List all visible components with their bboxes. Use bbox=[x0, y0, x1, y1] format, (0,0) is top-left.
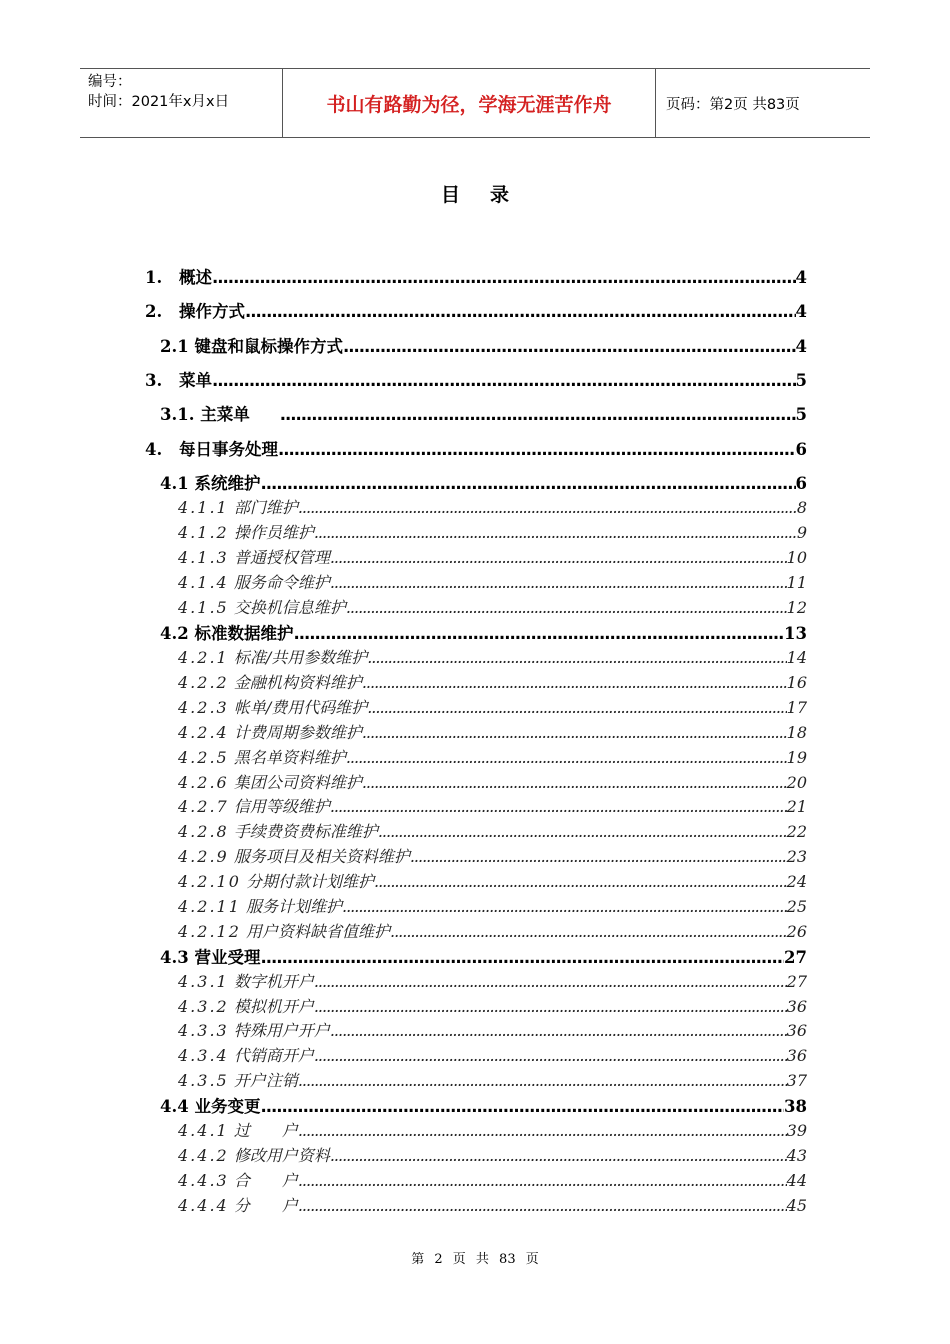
toc-leader-dots bbox=[367, 648, 786, 667]
toc-leader-dots bbox=[278, 440, 796, 459]
page-header bbox=[80, 68, 870, 138]
toc-page-number: 23 bbox=[786, 847, 807, 866]
toc-leader-dots bbox=[390, 922, 787, 941]
toc-page-number: 27 bbox=[784, 948, 807, 967]
toc-entry[interactable] bbox=[160, 1093, 807, 1117]
toc-entry-label bbox=[178, 919, 390, 942]
toc-entry[interactable] bbox=[160, 401, 807, 425]
toc-entry-label bbox=[160, 1093, 260, 1117]
toc-entry-label bbox=[178, 1018, 330, 1041]
toc-entry-text: 手续费资费标准维护 bbox=[233, 822, 378, 841]
toc-page-number: 20 bbox=[786, 773, 807, 792]
toc-entry-number: 4.2.8 bbox=[178, 822, 229, 841]
toc-page-number: 10 bbox=[786, 548, 807, 567]
toc-leader-dots bbox=[410, 847, 787, 866]
toc-entry[interactable] bbox=[160, 333, 807, 357]
toc-page-number: 18 bbox=[786, 723, 807, 742]
toc-entry[interactable] bbox=[178, 969, 807, 992]
toc-entry-label bbox=[178, 570, 330, 593]
toc-entry-number: 4.2.9 bbox=[178, 847, 229, 866]
toc-page-number: 11 bbox=[786, 573, 807, 592]
toc-entry-text: 合 户 bbox=[233, 1171, 298, 1190]
toc-entry-number: 3.1. bbox=[160, 405, 195, 424]
toc-entry[interactable] bbox=[178, 1168, 807, 1191]
toc-leader-dots bbox=[314, 523, 797, 542]
toc-entry[interactable] bbox=[178, 495, 807, 518]
toc-page-number: 37 bbox=[786, 1071, 807, 1090]
toc-entry-label bbox=[145, 264, 212, 288]
toc-page-number: 4 bbox=[795, 268, 807, 287]
toc-leader-dots bbox=[378, 822, 787, 841]
page-title: 目录 bbox=[440, 184, 539, 206]
toc-entry-number: 4.3.3 bbox=[178, 1021, 229, 1040]
toc-entry-text: 操作员维护 bbox=[233, 523, 314, 542]
toc-page-number: 6 bbox=[795, 474, 807, 493]
toc-leader-dots bbox=[298, 498, 797, 517]
toc-entry-number: 4.4.3 bbox=[178, 1171, 229, 1190]
toc-entry-text: 系统维护 bbox=[194, 474, 261, 493]
toc-entry-text: 代销商开户 bbox=[233, 1046, 314, 1065]
toc-page-number: 36 bbox=[786, 1021, 807, 1040]
toc-entry-text: 开户注销 bbox=[233, 1071, 298, 1090]
toc-leader-dots bbox=[330, 1146, 787, 1165]
toc-entry[interactable] bbox=[178, 894, 807, 917]
toc-entry-text: 菜单 bbox=[179, 371, 212, 390]
toc-entry-number: 4.2.12 bbox=[178, 922, 241, 941]
toc-leader-dots bbox=[260, 1097, 784, 1116]
toc-leader-dots bbox=[362, 673, 787, 692]
toc-entry-number: 4.2 bbox=[160, 624, 189, 643]
toc-entry[interactable] bbox=[178, 770, 807, 793]
toc-entry-number: 4.3.4 bbox=[178, 1046, 229, 1065]
toc-entry-label bbox=[178, 1168, 298, 1191]
toc-entry-number: 4.4.2 bbox=[178, 1146, 229, 1165]
toc-entry-text: 交换机信息维护 bbox=[233, 598, 346, 617]
toc-entry-text: 模拟机开户 bbox=[233, 997, 314, 1016]
toc-page-number: 36 bbox=[786, 1046, 807, 1065]
toc-entry-text: 黑名单资料维护 bbox=[233, 748, 346, 767]
toc-entry[interactable] bbox=[178, 1143, 807, 1166]
toc-entry-number: 4.2.6 bbox=[178, 773, 229, 792]
toc-entry-number: 4.3.2 bbox=[178, 997, 229, 1016]
toc-page-number: 17 bbox=[786, 698, 807, 717]
toc-entry-label bbox=[178, 545, 330, 568]
toc-entry-number: 4.4.1 bbox=[178, 1121, 229, 1140]
toc-entry-text: 服务计划维护 bbox=[245, 897, 342, 916]
toc-entry-text: 过 户 bbox=[233, 1121, 298, 1140]
toc-entry-text: 每日事务处理 bbox=[179, 440, 278, 459]
toc-entry-label bbox=[160, 401, 280, 425]
toc-entry-number: 2. bbox=[145, 302, 163, 321]
toc-entry-label bbox=[160, 333, 343, 357]
toc-leader-dots bbox=[362, 723, 787, 742]
toc-entry-number: 3. bbox=[145, 371, 163, 390]
toc-entry-number: 4.1 bbox=[160, 474, 189, 493]
toc-page-number: 14 bbox=[786, 648, 807, 667]
toc-entry-number: 4.4.4 bbox=[178, 1196, 229, 1215]
toc-entry-number: 4.2.2 bbox=[178, 673, 229, 692]
toc-leader-dots bbox=[260, 948, 784, 967]
toc-entry[interactable] bbox=[145, 298, 807, 322]
toc-entry-label bbox=[160, 944, 260, 968]
toc-entry-number: 4.1.4 bbox=[178, 573, 229, 592]
toc-entry[interactable] bbox=[178, 844, 807, 867]
toc-entry-number: 4.4 bbox=[160, 1097, 189, 1116]
toc-leader-dots bbox=[362, 773, 787, 792]
toc-entry-text: 信用等级维护 bbox=[233, 797, 330, 816]
toc-page-number: 24 bbox=[786, 872, 807, 891]
toc-entry-label bbox=[178, 1193, 298, 1216]
toc-entry[interactable] bbox=[178, 1043, 807, 1066]
toc-entry-text: 服务命令维护 bbox=[233, 573, 330, 592]
toc-entry-number: 4.3 bbox=[160, 948, 189, 967]
toc-page-number: 26 bbox=[786, 922, 807, 941]
toc-leader-dots bbox=[330, 1021, 787, 1040]
toc-entry-text: 分 户 bbox=[233, 1196, 298, 1215]
toc-entry[interactable] bbox=[145, 264, 807, 288]
toc-entry[interactable] bbox=[178, 670, 807, 693]
toc-page-number: 16 bbox=[786, 673, 807, 692]
toc-leader-dots bbox=[298, 1196, 787, 1215]
toc-entry-text: 概述 bbox=[179, 268, 212, 287]
toc-entry[interactable] bbox=[178, 520, 807, 543]
toc-entry-label bbox=[178, 745, 346, 768]
header-date: 时间：2021年x月x日 bbox=[88, 94, 230, 110]
toc-entry-label bbox=[145, 367, 212, 391]
toc-entry-number: 4. bbox=[145, 440, 163, 459]
toc-entry-label bbox=[178, 1043, 314, 1066]
toc-entry-number: 4.3.5 bbox=[178, 1071, 229, 1090]
toc-entry-text: 标准数据维护 bbox=[194, 624, 294, 643]
page-footer: 第 2 页 共 83 页 bbox=[411, 1252, 539, 1267]
toc-leader-dots bbox=[343, 337, 796, 356]
toc-entry-text: 业务变更 bbox=[194, 1097, 261, 1116]
toc-leader-dots bbox=[346, 748, 787, 767]
toc-entry-label bbox=[178, 844, 410, 867]
toc-entry[interactable] bbox=[178, 1068, 807, 1091]
toc-page-number: 25 bbox=[786, 897, 807, 916]
toc-page-number: 36 bbox=[786, 997, 807, 1016]
toc-entry-label bbox=[178, 1143, 330, 1166]
toc-entry-label bbox=[178, 720, 362, 743]
toc-entry-label bbox=[145, 436, 278, 460]
toc-entry[interactable] bbox=[178, 545, 807, 568]
toc-page-number: 12 bbox=[786, 598, 807, 617]
toc-entry-text: 数字机开户 bbox=[233, 972, 314, 991]
toc-page-number: 38 bbox=[784, 1097, 807, 1116]
toc-leader-dots bbox=[212, 371, 796, 390]
toc-entry[interactable] bbox=[178, 695, 807, 718]
toc-entry-number: 4.1.3 bbox=[178, 548, 229, 567]
toc-entry[interactable] bbox=[178, 595, 807, 618]
toc-page-number: 13 bbox=[784, 624, 807, 643]
toc-page-number: 5 bbox=[795, 405, 807, 424]
header-page-info: 页码：第2页 共83页 bbox=[666, 96, 800, 113]
toc-entry-label bbox=[178, 595, 346, 618]
toc-entry-label bbox=[145, 298, 245, 322]
toc-entry-number: 4.2.1 bbox=[178, 648, 229, 667]
toc-entry[interactable] bbox=[178, 994, 807, 1017]
toc-entry-label bbox=[178, 770, 362, 793]
toc-entry[interactable] bbox=[178, 570, 807, 593]
header-motto: 书山有路勤为径，学海无涯苦作舟 bbox=[282, 69, 656, 137]
toc-entry-text: 键盘和鼠标操作方式 bbox=[194, 337, 343, 356]
toc-entry-number: 1. bbox=[145, 268, 163, 287]
toc-leader-dots bbox=[330, 548, 787, 567]
toc-entry-text: 分期付款计划维护 bbox=[245, 872, 374, 891]
toc-entry[interactable] bbox=[178, 794, 807, 817]
toc-entry-text: 计费周期参数维护 bbox=[233, 723, 362, 742]
toc-entry-number: 2.1 bbox=[160, 337, 189, 356]
toc-entry-label bbox=[178, 1118, 298, 1141]
toc-page-number: 43 bbox=[786, 1146, 807, 1165]
toc-leader-dots bbox=[314, 997, 787, 1016]
toc-entry-label bbox=[178, 869, 374, 892]
toc-entry-number: 4.2.11 bbox=[178, 897, 241, 916]
toc-entry-text: 集团公司资料维护 bbox=[233, 773, 362, 792]
toc-entry[interactable] bbox=[178, 919, 807, 942]
header-code: 编号： bbox=[88, 74, 132, 90]
toc-entry[interactable] bbox=[145, 436, 807, 460]
toc-page-number: 22 bbox=[786, 822, 807, 841]
toc-page-number: 39 bbox=[786, 1121, 807, 1140]
toc-page-number: 6 bbox=[795, 440, 807, 459]
toc-leader-dots bbox=[314, 972, 787, 991]
toc-leader-dots bbox=[346, 598, 787, 617]
toc-leader-dots bbox=[260, 474, 795, 493]
toc-entry[interactable] bbox=[178, 745, 807, 768]
toc-entry-label bbox=[178, 695, 367, 718]
toc-page-number: 21 bbox=[786, 797, 807, 816]
toc-entry[interactable] bbox=[178, 720, 807, 743]
toc-entry[interactable] bbox=[178, 819, 807, 842]
toc-entry-label bbox=[178, 819, 378, 842]
toc-leader-dots bbox=[330, 573, 787, 592]
toc-entry[interactable] bbox=[178, 869, 807, 892]
toc-entry-label bbox=[178, 520, 314, 543]
toc-entry-number: 4.1.5 bbox=[178, 598, 229, 617]
toc-entry-number: 4.3.1 bbox=[178, 972, 229, 991]
toc-entry-text: 修改用户资料 bbox=[233, 1146, 330, 1165]
toc-entry[interactable] bbox=[160, 470, 807, 494]
toc-entry-text: 部门维护 bbox=[233, 498, 298, 517]
toc-leader-dots bbox=[280, 405, 796, 424]
header-meta bbox=[80, 69, 282, 137]
toc-entry-text: 普通授权管理 bbox=[233, 548, 330, 567]
toc-entry-number: 4.1.1 bbox=[178, 498, 229, 517]
toc-entry-text: 操作方式 bbox=[179, 302, 245, 321]
toc-leader-dots bbox=[298, 1121, 787, 1140]
toc-page-number: 4 bbox=[795, 337, 807, 356]
toc-entry-text: 金融机构资料维护 bbox=[233, 673, 362, 692]
toc-entry-label bbox=[178, 670, 362, 693]
toc-leader-dots bbox=[245, 302, 796, 321]
toc-leader-dots bbox=[330, 797, 787, 816]
toc-entry-number: 4.2.4 bbox=[178, 723, 229, 742]
toc-entry[interactable] bbox=[160, 620, 807, 644]
toc-entry-label bbox=[178, 894, 342, 917]
toc-entry-number: 4.1.2 bbox=[178, 523, 229, 542]
toc-page-number: 5 bbox=[795, 371, 807, 390]
toc-entry-number: 4.2.10 bbox=[178, 872, 241, 891]
toc-entry-text: 用户资料缺省值维护 bbox=[245, 922, 390, 941]
toc-entry-label bbox=[178, 495, 298, 518]
toc-leader-dots bbox=[293, 624, 784, 643]
toc-entry-label bbox=[178, 794, 330, 817]
toc-page-number: 19 bbox=[786, 748, 807, 767]
toc-entry[interactable] bbox=[178, 645, 807, 668]
toc-leader-dots bbox=[342, 897, 787, 916]
toc-entry-text: 服务项目及相关资料维护 bbox=[233, 847, 410, 866]
toc-entry-text: 营业受理 bbox=[194, 948, 261, 967]
toc-entry-label bbox=[160, 620, 293, 644]
toc-entry[interactable] bbox=[178, 1018, 807, 1041]
toc-leader-dots bbox=[367, 698, 786, 717]
toc-leader-dots bbox=[212, 268, 796, 287]
toc-entry-label bbox=[178, 969, 314, 992]
toc-leader-dots bbox=[298, 1171, 787, 1190]
toc-page-number: 4 bbox=[795, 302, 807, 321]
toc-entry[interactable] bbox=[178, 1118, 807, 1141]
toc-entry-label bbox=[178, 645, 367, 668]
toc-entry-number: 4.2.7 bbox=[178, 797, 229, 816]
toc-entry-number: 4.2.5 bbox=[178, 748, 229, 767]
toc-page-number: 45 bbox=[786, 1196, 807, 1215]
toc-page-number: 27 bbox=[786, 972, 807, 991]
toc-entry-label bbox=[160, 470, 260, 494]
toc-entry[interactable] bbox=[145, 367, 807, 391]
toc-page-number: 8 bbox=[796, 498, 807, 517]
toc-entry[interactable] bbox=[160, 944, 807, 968]
toc-entry-label bbox=[178, 1068, 298, 1091]
toc-entry-number: 4.2.3 bbox=[178, 698, 229, 717]
toc-entry-label bbox=[178, 994, 314, 1017]
toc-page-number: 9 bbox=[796, 523, 807, 542]
toc-entry-text: 标准/共用参数维护 bbox=[233, 648, 368, 667]
toc-leader-dots bbox=[298, 1071, 787, 1090]
toc-leader-dots bbox=[314, 1046, 787, 1065]
toc-leader-dots bbox=[374, 872, 787, 891]
toc-page-number: 44 bbox=[786, 1171, 807, 1190]
toc-entry-text: 特殊用户开户 bbox=[233, 1021, 330, 1040]
toc-entry-text: 主菜单 bbox=[200, 405, 250, 424]
toc-entry[interactable] bbox=[178, 1193, 807, 1216]
toc-entry-text: 帐单/费用代码维护 bbox=[233, 698, 368, 717]
